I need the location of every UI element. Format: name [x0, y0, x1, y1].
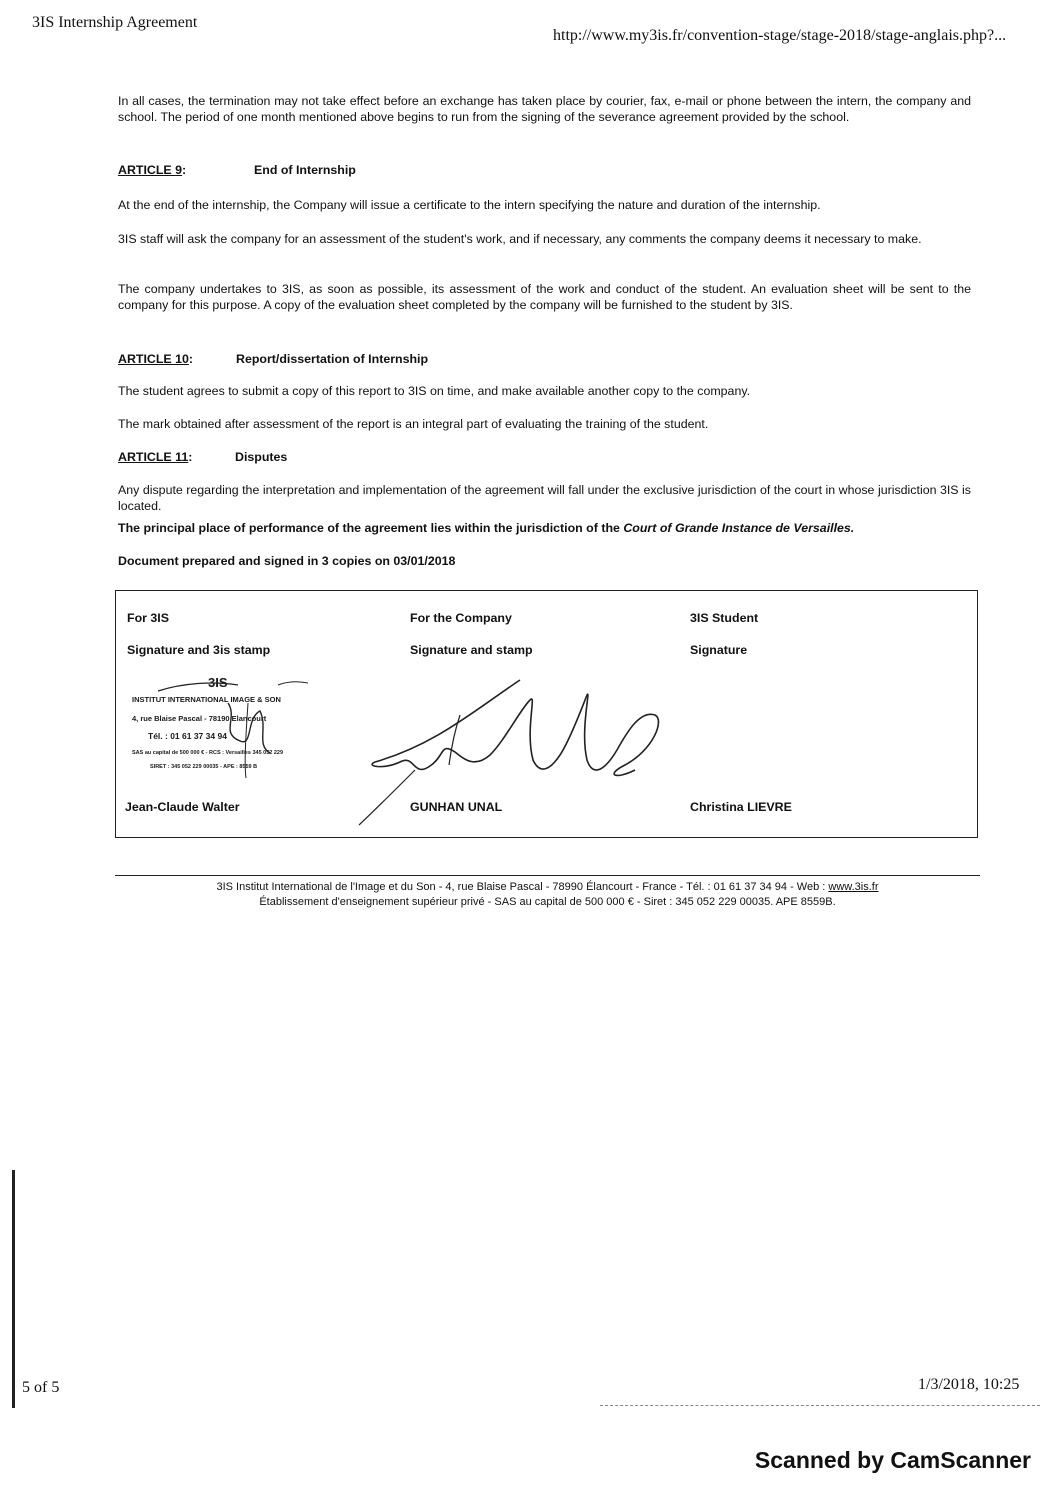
stamp-line-4: Tél. : 01 61 37 34 94 [148, 731, 227, 741]
article-9-p1: At the end of the internship, the Company will issue a certificate to the intern specifying the nature and duration of the internship. [118, 198, 821, 212]
print-datetime: 1/3/2018, 10:25 [918, 1376, 1020, 1393]
article-10-p2: The mark obtained after assessment of the report is an integral part of evaluating the training of the student. [118, 417, 709, 431]
student-signatory-name: Christina LIEVRE [690, 800, 792, 814]
court-name: Court of Grande Instance de Versailles. [623, 521, 855, 535]
prepared-statement: Document prepared and signed in 3 copies on 03/01/2018 [118, 554, 456, 568]
intro-paragraph: In all cases, the termination may not take effect before an exchange has taken place by courier, fax, e-mail or phone between the intern, the company and school. The period of one month mentioned above begins to run from the signing of the severance agreement provided by the school. [118, 94, 971, 124]
article-9-p2: 3IS staff will ask the company for an assessment of the student's work, and if necessary, any comments the company deems it necessary to make. [118, 232, 922, 246]
page-number: 5 of 5 [22, 1379, 60, 1396]
company-heading: For the Company [410, 611, 512, 625]
institution-footer-line-1 [115, 880, 980, 895]
article-11-title: Disputes [235, 450, 288, 464]
scan-edge-line [12, 1170, 15, 1408]
stamp-line-3: 4, rue Blaise Pascal - 78190 Elancourt [132, 714, 267, 723]
company-signature [355, 670, 665, 830]
company-sub: Signature and stamp [410, 643, 533, 657]
camscanner-watermark: Scanned by CamScanner [754, 1447, 1031, 1473]
article-9-heading: ARTICLE 9: End of Internship [118, 163, 356, 177]
school-sub: Signature and 3is stamp [127, 643, 271, 657]
scan-artifact-rule [600, 1405, 1040, 1406]
school-signatory-name: Jean-Claude Walter [125, 800, 240, 814]
stamp-line-5: SAS au capital de 500 000 € - RCS : Versailles 345 052 229 [132, 750, 284, 756]
school-heading: For 3IS [127, 611, 169, 625]
print-header-url: http://www.my3is.fr/convention-stage/stage-2018/stage-anglais.php?... [553, 27, 1007, 44]
footer-line-1-text: 3IS Institut International de l'Image et du Son - 4, rue Blaise Pascal - 78990 Élancourt - France - Tél. : 01 61 37 34 94 - Web : [216, 881, 829, 893]
article-11-label: ARTICLE 11 [118, 450, 189, 464]
article-9-label: ARTICLE 9 [118, 163, 183, 177]
stamp-line-2: INSTITUT INTERNATIONAL IMAGE & SON [132, 695, 281, 704]
student-heading: 3IS Student [690, 611, 759, 625]
student-sub: Signature [690, 643, 748, 657]
footer-rule [115, 875, 980, 876]
stamp-line-6: SIRET : 345 052 229 00035 - APE : 8559 B [150, 764, 258, 770]
company-signatory-name: GUNHAN UNAL [410, 800, 503, 814]
article-11-p1: Any dispute regarding the interpretation and implementation of the agreement will fall under the exclusive jurisdiction of the court in whose jurisdiction 3IS is located. [118, 483, 971, 513]
article-10-heading: ARTICLE 10: Report/dissertation of Internship [118, 352, 429, 366]
article-11-heading: ARTICLE 11: Disputes [118, 450, 288, 464]
article-9-title: End of Internship [254, 163, 356, 177]
article-9-p3: The company undertakes to 3IS, as soon as possible, its assessment of the work and conduct of the student. An evaluation sheet will be sent to the company for this purpose. A copy of the evaluation sheet completed by the company will be furnished to the student by 3IS. [118, 282, 971, 312]
article-10-p1: The student agrees to submit a copy of this report to 3IS on time, and make available another copy to the company. [118, 384, 751, 398]
print-header-title: 3IS Internship Agreement [32, 14, 198, 31]
article-10-label: ARTICLE 10 [118, 352, 189, 366]
stamp-handwritten-overlay [128, 673, 338, 788]
school-stamp [128, 673, 338, 788]
institution-footer-line-2: Établissement d'enseignement supérieur privé - SAS au capital de 500 000 € - Siret : 345 052 229 00035. APE 8559B. [259, 896, 836, 908]
article-10-title: Report/dissertation of Internship [236, 352, 429, 366]
article-11-p2 [118, 521, 971, 537]
footer-website-link[interactable]: www.3is.fr [828, 881, 879, 893]
article-11-p2-prefix: The principal place of performance of the agreement lies within the jurisdiction of the [118, 521, 624, 535]
stamp-line-1: 3IS [208, 675, 228, 690]
